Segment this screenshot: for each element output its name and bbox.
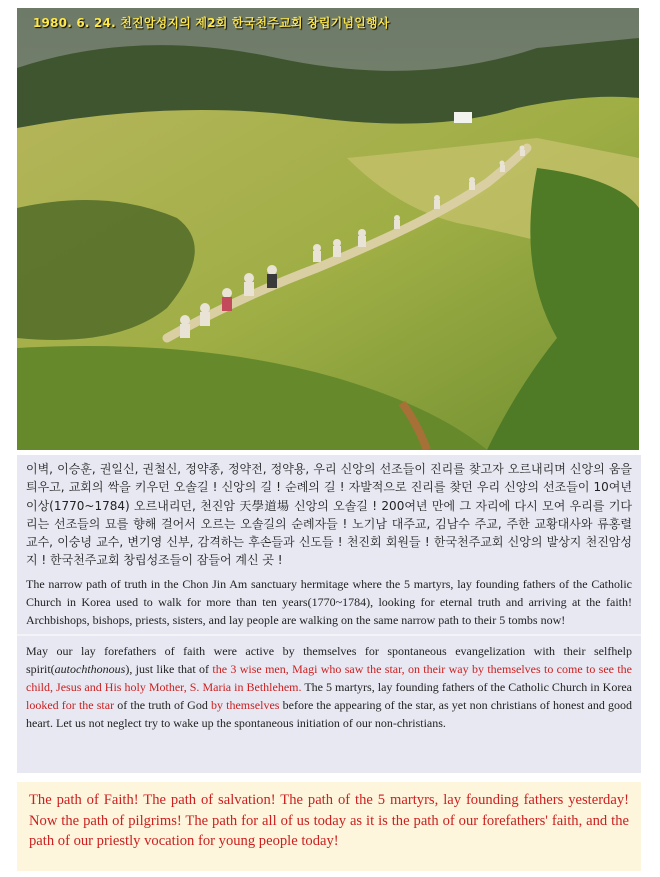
english-paragraph-2: May our lay forefathers of faith were active by themselves for spontaneous evangelization with their selfhelp spirit(autochthonous), just like that of the 3 wise men, Magi who saw the star, on their way by themselves to come to see the child, Jesus and His holy Mother, S. Maria in Bethlehem. The 5 martyrs, lay founding fathers of the Catholic Church in Korea looked for the star of the truth of God by themselves before the appearing of the star, as yet non christians of honest and good heart. Let us not neglect try to wake up the spontaneous initiation of our non-christians. <box>26 643 632 730</box>
footer-callout <box>17 782 641 871</box>
highlight-themselves: by themselves <box>210 697 280 712</box>
hillside-illustration <box>17 8 639 450</box>
highlight-magi: the 3 wise men, Magi who saw the star, on their way by themselves to come to see the child, Jesus and His holy Mother, S. Maria in Bethlehem. <box>26 661 632 694</box>
pilgrimage-photo <box>17 8 639 450</box>
paragraph-divider <box>17 634 641 636</box>
footer-text: The path of Faith! The path of salvation! The path of the 5 martyrs, lay founding fathers yesterday! Now the path of pilgrims! The path for all of us today as it is the path of our forefathers' faith, and the path of our priestly vocation for young people today! <box>29 792 629 850</box>
italic-term: autochthonous <box>54 661 126 676</box>
korean-paragraph: 이벽, 이승훈, 권일신, 권철신, 정약종, 정약전, 정약용, 우리 신앙의 선조들이 진리를 찾고자 오르내리며 신앙의 움을 틔우고, 교회의 싹을 키우던 오솔길 ! 신앙의 길 ! 순례의 길 ! 자발적으로 진리를 찾던 우리 신앙의 선조들이 10여년 이상(1770~1784) 오르내리던, 천진암 天學道場 신앙의 오솔길 ! 200여년 만에 그 자리에 다시 모여 우리를 기다리는 선조들의 묘를 향해 걸어서 오르는 오솔길의 순례자들 ! 노기남 대주교, 김남수 주교, 주한 교황대사와 류홍렬 교수, 이숭녕 교수, 변기영 신부, 감격하는 후손들과 신도들 ! 천진회 회원들 ! 한국천주교회 신앙의 발상지 천진암성지 ! 한국천주교회 창립성조들이 잠들어 계신 곳 ! <box>26 462 632 568</box>
photo-caption: 1980. 6. 24. 천진암성지의 제2회 한국천주교회 창립기념일행사 <box>33 16 390 30</box>
description-panel <box>17 455 641 773</box>
highlight-star: looked for the star <box>26 697 115 712</box>
distant-sign <box>454 112 472 123</box>
english-paragraph-1: The narrow path of truth in the Chon Jin Am sanctuary hermitage where the 5 martyrs, lay founding fathers of the Catholic Church in Korea used to walk for more than ten years(1770~1784), looking for eternal truth and arriving at the faith! Archbishops, bishops, priests, sisters, and lay people are walking on the same narrow path to their 5 tombs now! <box>26 576 632 627</box>
